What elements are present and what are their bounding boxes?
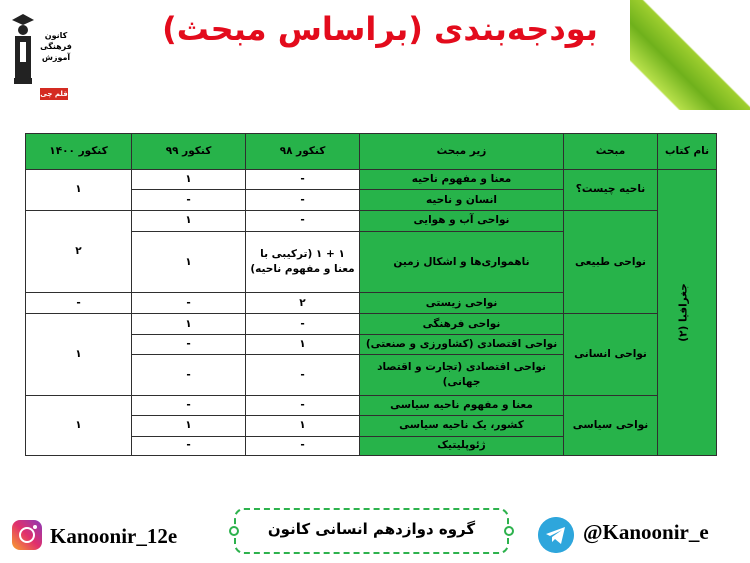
logo-badge: قلم چی [40,90,68,98]
topic-cell: ناحیه چیست؟ [564,170,658,211]
subtopic-cell: معنا و مفهوم ناحیه سیاسی [360,395,564,415]
telegram-handle[interactable]: @Kanoonir_e [583,520,709,544]
box-knob-right [504,526,514,536]
budget-table [25,133,717,456]
k1400-cell: ۱ [26,170,132,211]
k99-cell: ۱ [132,416,246,436]
k98-cell: - [246,436,360,455]
subtopic-cell: معنا و مفهوم ناحیه [360,170,564,190]
k99-cell: ۱ [132,210,246,231]
instagram-icon-dot [33,525,37,529]
logo-text-line: آموزش [41,53,71,62]
group-label-box [234,508,509,554]
instagram-icon[interactable] [12,520,42,550]
header-k99: کنکور ۹۹ [132,134,246,170]
header-subtopic: زیر مبحث [360,134,564,170]
subtopic-cell: ناهمواری‌ها و اشکال زمین [360,232,564,293]
k1400-cell: ۱ [26,314,132,395]
k99-cell: - [132,355,246,396]
header-k1400: کنکور ۱۴۰۰ [26,134,132,170]
table-row [26,210,717,231]
kanoon-logo [10,12,70,100]
subtopic-cell: نواحی اقتصادی (کشاورزی و صنعتی) [360,334,564,354]
table-row [26,395,717,415]
box-knob-left [229,526,239,536]
book-cell [658,170,717,456]
k99-cell: - [132,190,246,210]
k98-cell: - [246,190,360,210]
header-k98: کنکور ۹۸ [246,134,360,170]
instagram-handle[interactable]: Kanoonir_12e [50,524,178,548]
topic-cell: نواحی انسانی [564,314,658,395]
instagram-icon-ring [19,527,35,543]
k99-cell: - [132,293,246,314]
k98-cell: ۱ [246,334,360,354]
k99-cell: - [132,436,246,455]
book-label: جغرافیا (۲) [677,283,690,342]
table-header-row [26,134,717,170]
topic-cell: نواحی طبیعی [564,210,658,314]
k1400-cell: ۲ [26,210,132,292]
subtopic-cell: نواحی فرهنگی [360,314,564,334]
subtopic-cell: نواحی زیستی [360,293,564,314]
k98-cell: - [246,355,360,396]
subtopic-cell: ژئوپلیتیک [360,436,564,455]
k98-cell: ۱ + ۱ (ترکیبی با معنا و مفهوم ناحیه) [246,232,360,293]
k99-cell: ۱ [132,232,246,293]
logo-graduate-icon [10,12,36,86]
k1400-cell: ۱ [26,395,132,455]
logo-text-line: فرهنگی [40,42,72,51]
group-label: گروه دوازدهم انسانی کانون [267,520,476,538]
k1400-cell: - [26,293,132,314]
subtopic-cell: نواحی اقتصادی (تجارت و اقتصاد جهانی) [360,355,564,396]
k99-cell: - [132,395,246,415]
k99-cell: - [132,334,246,354]
logo-text [40,30,72,63]
k98-cell: - [246,210,360,231]
subtopic-cell: انسان و ناحیه [360,190,564,210]
header-book: نام کتاب [658,134,717,170]
table-row [26,314,717,334]
table-row [26,170,717,190]
header-topic: مبحث [564,134,658,170]
k98-cell: ۲ [246,293,360,314]
subtopic-cell: نواحی آب و هوایی [360,210,564,231]
telegram-icon[interactable] [538,517,574,553]
k99-cell: ۱ [132,170,246,190]
subtopic-cell: کشور، یک ناحیه سیاسی [360,416,564,436]
logo-text-line: کانون [44,31,68,40]
k98-cell: ۱ [246,416,360,436]
k99-cell: ۱ [132,314,246,334]
page-title: بودجه‌بندی (براساس مبحث) [162,10,598,48]
k98-cell: - [246,170,360,190]
topic-cell: نواحی سیاسی [564,395,658,455]
k98-cell: - [246,314,360,334]
page-curl-decoration [630,0,750,110]
k98-cell: - [246,395,360,415]
